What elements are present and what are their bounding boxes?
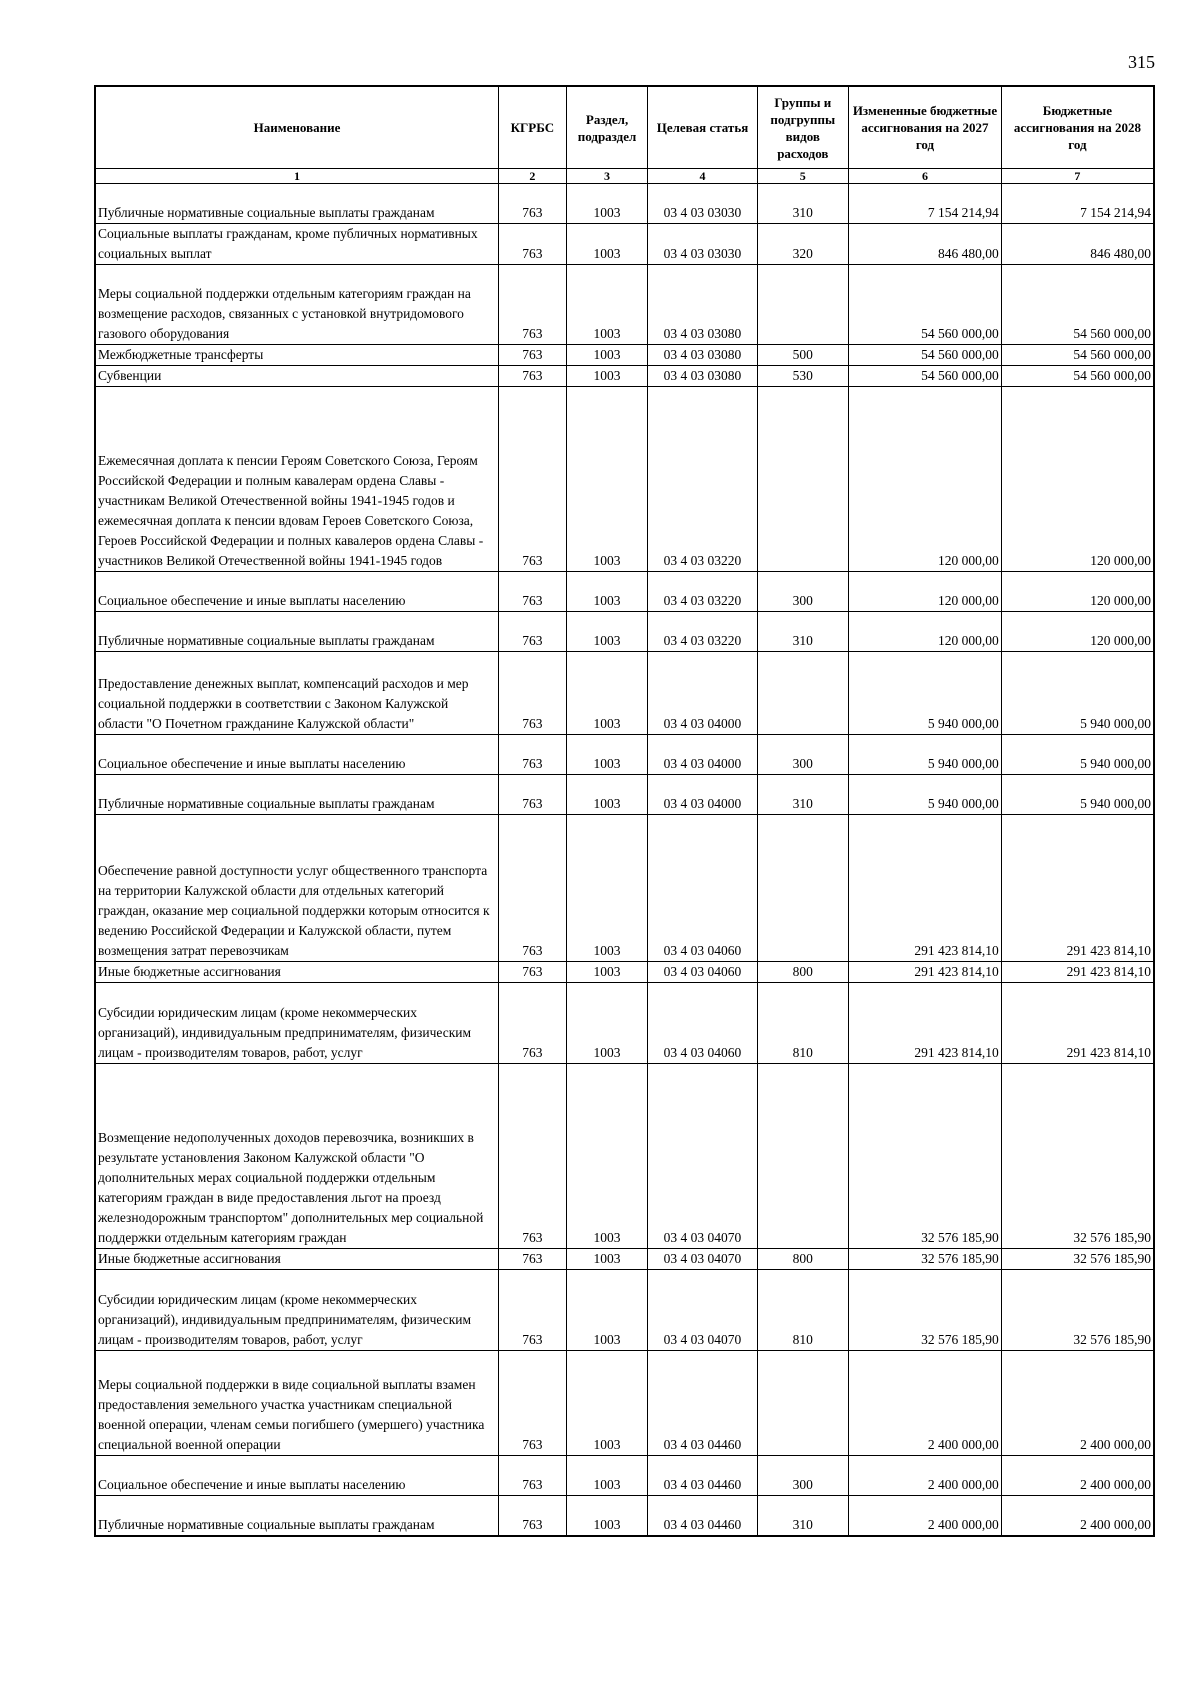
row-kgrbs: 763 (499, 572, 567, 612)
row-group: 310 (757, 775, 849, 815)
row-name: Публичные нормативные социальные выплаты гражданам (95, 775, 499, 815)
column-header-target: Целевая статья (648, 86, 757, 169)
row-kgrbs: 763 (499, 184, 567, 224)
table-row (95, 345, 1154, 366)
row-name: Меры социальной поддержки в виде социальной выплаты взамен предоставления земельного участка участникам специальной военной операции, членам семьи погибшего (умершего) участника специальной военной операции (95, 1351, 499, 1456)
row-kgrbs: 763 (499, 775, 567, 815)
row-target: 03 4 03 03030 (648, 184, 757, 224)
row-amount-2028: 291 423 814,10 (1001, 962, 1154, 983)
row-group: 310 (757, 1496, 849, 1536)
row-amount-2027: 2 400 000,00 (849, 1351, 1002, 1456)
row-section: 1003 (566, 1249, 648, 1270)
row-group: 300 (757, 1456, 849, 1496)
row-group: 300 (757, 735, 849, 775)
row-kgrbs: 763 (499, 1456, 567, 1496)
row-name: Межбюджетные трансферты (95, 345, 499, 366)
row-section: 1003 (566, 345, 648, 366)
column-number: 4 (648, 169, 757, 184)
row-section: 1003 (566, 265, 648, 345)
row-name: Возмещение недополученных доходов перевозчика, возникших в результате установления Законом Калужской области "О дополнительных мерах социальной поддержки отдельным категориям граждан в виде предоставления льгот на проезд железнодорожным транспортом" дополнительных мер социальной поддержки отдельным категориям граждан (95, 1064, 499, 1249)
row-section: 1003 (566, 962, 648, 983)
row-kgrbs: 763 (499, 652, 567, 735)
row-section: 1003 (566, 1351, 648, 1456)
row-amount-2027: 5 940 000,00 (849, 735, 1002, 775)
table-row (95, 815, 1154, 962)
row-target: 03 4 03 03220 (648, 612, 757, 652)
row-section: 1003 (566, 612, 648, 652)
table-row (95, 1249, 1154, 1270)
row-amount-2027: 846 480,00 (849, 224, 1002, 265)
row-section: 1003 (566, 1064, 648, 1249)
table-row (95, 1064, 1154, 1249)
row-section: 1003 (566, 1456, 648, 1496)
row-amount-2028: 32 576 185,90 (1001, 1270, 1154, 1351)
row-section: 1003 (566, 224, 648, 265)
row-amount-2028: 846 480,00 (1001, 224, 1154, 265)
row-amount-2028: 5 940 000,00 (1001, 735, 1154, 775)
table-row (95, 1351, 1154, 1456)
row-amount-2027: 54 560 000,00 (849, 366, 1002, 387)
row-amount-2027: 54 560 000,00 (849, 345, 1002, 366)
row-amount-2027: 32 576 185,90 (849, 1249, 1002, 1270)
row-section: 1003 (566, 652, 648, 735)
table-row (95, 1270, 1154, 1351)
row-target: 03 4 03 03220 (648, 387, 757, 572)
row-section: 1003 (566, 184, 648, 224)
row-target: 03 4 03 04060 (648, 815, 757, 962)
row-amount-2027: 5 940 000,00 (849, 652, 1002, 735)
header-row (95, 86, 1154, 169)
row-group: 530 (757, 366, 849, 387)
row-amount-2027: 32 576 185,90 (849, 1064, 1002, 1249)
column-number-row (95, 169, 1154, 184)
row-amount-2027: 120 000,00 (849, 572, 1002, 612)
table-row (95, 962, 1154, 983)
row-name: Публичные нормативные социальные выплаты гражданам (95, 1496, 499, 1536)
row-group: 800 (757, 1249, 849, 1270)
row-amount-2027: 120 000,00 (849, 612, 1002, 652)
column-number: 6 (849, 169, 1002, 184)
row-group (757, 387, 849, 572)
row-amount-2028: 2 400 000,00 (1001, 1496, 1154, 1536)
row-name: Социальные выплаты гражданам, кроме публичных нормативных социальных выплат (95, 224, 499, 265)
row-amount-2028: 291 423 814,10 (1001, 815, 1154, 962)
budget-table (94, 85, 1155, 1537)
row-amount-2028: 5 940 000,00 (1001, 652, 1154, 735)
row-group: 310 (757, 612, 849, 652)
row-name: Субсидии юридическим лицам (кроме некоммерческих организаций), индивидуальным предпринимателям, физическим лицам - производителям товаров, работ, услуг (95, 983, 499, 1064)
table-row (95, 652, 1154, 735)
row-amount-2027: 120 000,00 (849, 387, 1002, 572)
row-kgrbs: 763 (499, 1064, 567, 1249)
row-kgrbs: 763 (499, 265, 567, 345)
row-target: 03 4 03 04000 (648, 735, 757, 775)
page-number: 315 (1128, 52, 1155, 72)
row-name: Субсидии юридическим лицам (кроме некоммерческих организаций), индивидуальным предпринимателям, физическим лицам - производителям товаров, работ, услуг (95, 1270, 499, 1351)
row-group (757, 1351, 849, 1456)
row-target: 03 4 03 04070 (648, 1249, 757, 1270)
row-amount-2027: 32 576 185,90 (849, 1270, 1002, 1351)
column-number: 7 (1001, 169, 1154, 184)
row-amount-2028: 120 000,00 (1001, 387, 1154, 572)
column-header-name: Наименование (95, 86, 499, 169)
column-header-2027: Измененные бюджетные ассигнования на 2027 год (849, 86, 1002, 169)
row-section: 1003 (566, 1496, 648, 1536)
row-target: 03 4 03 03220 (648, 572, 757, 612)
row-group (757, 265, 849, 345)
column-number: 5 (757, 169, 849, 184)
row-section: 1003 (566, 1270, 648, 1351)
row-amount-2027: 291 423 814,10 (849, 983, 1002, 1064)
row-amount-2027: 5 940 000,00 (849, 775, 1002, 815)
column-header-group: Группы и подгруппы видов расходов (757, 86, 849, 169)
row-amount-2028: 120 000,00 (1001, 572, 1154, 612)
row-amount-2027: 291 423 814,10 (849, 815, 1002, 962)
column-number: 3 (566, 169, 648, 184)
row-target: 03 4 03 04460 (648, 1496, 757, 1536)
row-target: 03 4 03 04460 (648, 1351, 757, 1456)
row-name: Социальное обеспечение и иные выплаты населению (95, 1456, 499, 1496)
row-name: Предоставление денежных выплат, компенсаций расходов и мер социальной поддержки в соответствии с Законом Калужской области "О Почетном гражданине Калужской области" (95, 652, 499, 735)
row-kgrbs: 763 (499, 815, 567, 962)
row-group (757, 815, 849, 962)
row-target: 03 4 03 03080 (648, 265, 757, 345)
row-amount-2028: 54 560 000,00 (1001, 265, 1154, 345)
row-target: 03 4 03 03080 (648, 345, 757, 366)
table-row (95, 387, 1154, 572)
row-amount-2028: 291 423 814,10 (1001, 983, 1154, 1064)
row-target: 03 4 03 04000 (648, 652, 757, 735)
row-name: Иные бюджетные ассигнования (95, 1249, 499, 1270)
row-target: 03 4 03 04070 (648, 1270, 757, 1351)
row-kgrbs: 763 (499, 1496, 567, 1536)
table-row (95, 1496, 1154, 1536)
column-header-section: Раздел, подраздел (566, 86, 648, 169)
table-row (95, 1456, 1154, 1496)
row-target: 03 4 03 03080 (648, 366, 757, 387)
row-amount-2028: 54 560 000,00 (1001, 366, 1154, 387)
row-group (757, 652, 849, 735)
row-section: 1003 (566, 366, 648, 387)
row-amount-2027: 7 154 214,94 (849, 184, 1002, 224)
table-row (95, 265, 1154, 345)
row-name: Социальное обеспечение и иные выплаты населению (95, 572, 499, 612)
row-group (757, 1064, 849, 1249)
row-name: Публичные нормативные социальные выплаты гражданам (95, 612, 499, 652)
table-row (95, 983, 1154, 1064)
row-kgrbs: 763 (499, 387, 567, 572)
row-amount-2028: 120 000,00 (1001, 612, 1154, 652)
row-amount-2027: 54 560 000,00 (849, 265, 1002, 345)
row-group: 500 (757, 345, 849, 366)
row-name: Ежемесячная доплата к пенсии Героям Советского Союза, Героям Российской Федерации и полным кавалерам ордена Славы - участникам Великой Отечественной войны 1941-1945 годов и ежемесячная доплата к пенсии вдовам Героев Советского Союза, Героев Российской Федерации и полных кавалеров ордена Славы - участников Великой Отечественной войны 1941-1945 годов (95, 387, 499, 572)
row-amount-2027: 291 423 814,10 (849, 962, 1002, 983)
table-row (95, 572, 1154, 612)
row-section: 1003 (566, 983, 648, 1064)
table-row (95, 775, 1154, 815)
row-kgrbs: 763 (499, 345, 567, 366)
table-row (95, 366, 1154, 387)
row-section: 1003 (566, 735, 648, 775)
row-kgrbs: 763 (499, 983, 567, 1064)
row-target: 03 4 03 04000 (648, 775, 757, 815)
row-kgrbs: 763 (499, 1351, 567, 1456)
row-section: 1003 (566, 387, 648, 572)
row-name: Меры социальной поддержки отдельным категориям граждан на возмещение расходов, связанных с установкой внутридомового газового оборудования (95, 265, 499, 345)
column-header-2028: Бюджетные ассигнования на 2028 год (1001, 86, 1154, 169)
row-amount-2028: 32 576 185,90 (1001, 1249, 1154, 1270)
row-target: 03 4 03 04060 (648, 983, 757, 1064)
row-amount-2028: 54 560 000,00 (1001, 345, 1154, 366)
table-row (95, 224, 1154, 265)
row-amount-2028: 2 400 000,00 (1001, 1456, 1154, 1496)
row-kgrbs: 763 (499, 962, 567, 983)
table-row (95, 735, 1154, 775)
row-group: 320 (757, 224, 849, 265)
column-number: 1 (95, 169, 499, 184)
row-target: 03 4 03 04070 (648, 1064, 757, 1249)
row-name: Субвенции (95, 366, 499, 387)
row-group: 810 (757, 1270, 849, 1351)
row-group: 310 (757, 184, 849, 224)
column-header-kgrbs: КГРБС (499, 86, 567, 169)
row-amount-2028: 2 400 000,00 (1001, 1351, 1154, 1456)
row-amount-2028: 7 154 214,94 (1001, 184, 1154, 224)
row-section: 1003 (566, 815, 648, 962)
table-row (95, 184, 1154, 224)
row-amount-2027: 2 400 000,00 (849, 1496, 1002, 1536)
row-target: 03 4 03 04460 (648, 1456, 757, 1496)
row-group: 300 (757, 572, 849, 612)
row-amount-2028: 5 940 000,00 (1001, 775, 1154, 815)
row-section: 1003 (566, 775, 648, 815)
row-name: Социальное обеспечение и иные выплаты населению (95, 735, 499, 775)
row-kgrbs: 763 (499, 612, 567, 652)
row-name: Публичные нормативные социальные выплаты гражданам (95, 184, 499, 224)
row-kgrbs: 763 (499, 224, 567, 265)
table-row (95, 612, 1154, 652)
row-kgrbs: 763 (499, 1249, 567, 1270)
row-name: Иные бюджетные ассигнования (95, 962, 499, 983)
row-target: 03 4 03 03030 (648, 224, 757, 265)
row-group: 810 (757, 983, 849, 1064)
row-name: Обеспечение равной доступности услуг общественного транспорта на территории Калужской области для отдельных категорий граждан, оказание мер социальной поддержки которым относится к ведению Российской Федерации и Калужской области, путем возмещения затрат перевозчикам (95, 815, 499, 962)
row-section: 1003 (566, 572, 648, 612)
column-number: 2 (499, 169, 567, 184)
row-target: 03 4 03 04060 (648, 962, 757, 983)
row-group: 800 (757, 962, 849, 983)
row-kgrbs: 763 (499, 1270, 567, 1351)
row-kgrbs: 763 (499, 366, 567, 387)
row-amount-2028: 32 576 185,90 (1001, 1064, 1154, 1249)
row-amount-2027: 2 400 000,00 (849, 1456, 1002, 1496)
row-kgrbs: 763 (499, 735, 567, 775)
